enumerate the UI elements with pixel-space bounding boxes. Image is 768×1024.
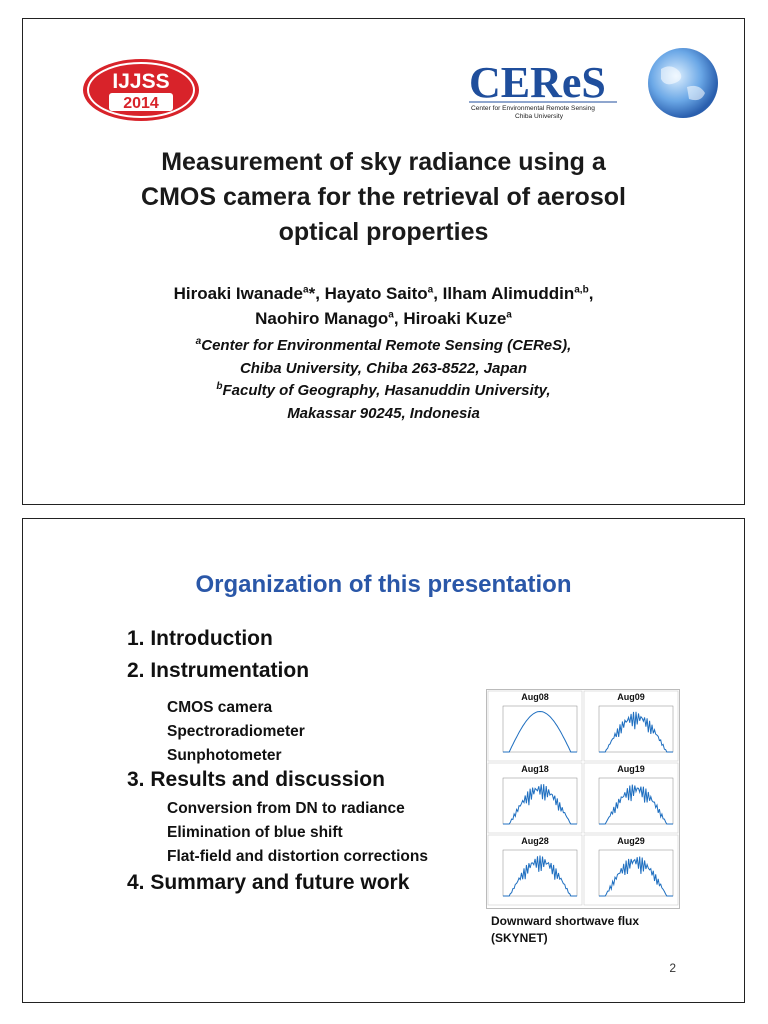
globe-icon: [648, 48, 718, 118]
daily-flux-plot: [584, 691, 678, 761]
plot-date-label: Aug29: [617, 836, 645, 846]
daily-flux-plot: [584, 763, 678, 833]
title-line: optical properties: [278, 218, 489, 246]
logo-year-text: 2014: [123, 95, 159, 112]
title-line: CMOS camera for the retrieval of aerosol: [141, 183, 626, 211]
section-results: 3. Results and discussion: [127, 768, 385, 791]
ceres-logo: [465, 47, 725, 123]
title-slide: [22, 18, 745, 505]
author-affil-mark: a: [388, 309, 394, 321]
affiliation-line: Makassar 90245, Indonesia: [287, 404, 480, 422]
subsection-item: Sunphotometer: [167, 747, 282, 764]
outline-slide: [22, 518, 745, 1003]
author-name: Hiroaki Kuze: [403, 309, 507, 328]
logo-ceres-university: Chiba University: [514, 113, 564, 120]
caption-line: Downward shortwave flux: [491, 914, 640, 928]
page-number: 2: [669, 961, 676, 975]
subsection-item: Conversion from DN to radiance: [167, 800, 405, 817]
figure-caption: [491, 913, 639, 947]
plot-date-label: Aug18: [521, 764, 549, 774]
affil-mark: a: [195, 336, 202, 347]
daily-flux-plot: [488, 763, 582, 833]
plot-date-label: Aug09: [617, 692, 645, 702]
subsection-item: Elimination of blue shift: [167, 824, 343, 841]
caption-line: (SKYNET): [491, 931, 548, 945]
section-instrumentation: 2. Instrumentation: [127, 659, 310, 682]
author-name: Hiroaki Iwanade: [173, 284, 304, 303]
affiliations: [33, 335, 734, 425]
affiliation-line: Faculty of Geography, Hasanuddin University,: [222, 382, 551, 399]
logo-ceres-subtitle: Center for Environmental Remote Sensing: [471, 105, 595, 112]
affiliation-line: Center for Environmental Remote Sensing (CEReS),: [201, 337, 572, 354]
affil-mark: b: [216, 381, 223, 392]
logo-ijjss-text: IJJSS: [112, 70, 170, 93]
author-separator: ,: [433, 284, 443, 303]
author-affil-mark: a: [427, 284, 434, 296]
plot-date-label: Aug28: [521, 836, 549, 846]
author-name: Ilham Alimuddin: [442, 284, 575, 303]
daily-flux-plot: [584, 835, 678, 905]
presentation-title: [43, 145, 724, 250]
author-name: Naohiro Manago: [255, 309, 389, 328]
section-introduction: 1. Introduction: [127, 627, 273, 650]
subsection-item: CMOS camera: [167, 699, 273, 716]
subsection-item: Flat-field and distortion corrections: [167, 848, 428, 865]
logo-ceres-text: CEReS: [469, 58, 606, 107]
author-separator: ,: [393, 309, 404, 328]
author-affil-mark: a: [303, 284, 309, 296]
plot-date-label: Aug19: [617, 764, 645, 774]
daily-flux-plot: [488, 691, 582, 761]
shortwave-flux-plot-grid: [486, 689, 680, 909]
author-affil-mark: a: [506, 309, 512, 321]
author-list: [33, 281, 734, 331]
subsection-item: Spectroradiometer: [167, 723, 305, 740]
daily-flux-plot: [488, 835, 582, 905]
author-affil-mark: a,b: [574, 284, 589, 296]
author-name: Hayato Saito: [324, 284, 428, 303]
author-separator: *,: [308, 284, 325, 303]
slide-title: Organization of this presentation: [195, 571, 572, 598]
affiliation-line: Chiba University, Chiba 263-8522, Japan: [239, 359, 528, 377]
section-summary: 4. Summary and future work: [127, 871, 410, 894]
title-line: Measurement of sky radiance using a: [161, 148, 606, 176]
author-separator: ,: [588, 284, 594, 303]
ijjss-2014-logo: [81, 57, 201, 123]
plot-date-label: Aug08: [521, 692, 549, 702]
